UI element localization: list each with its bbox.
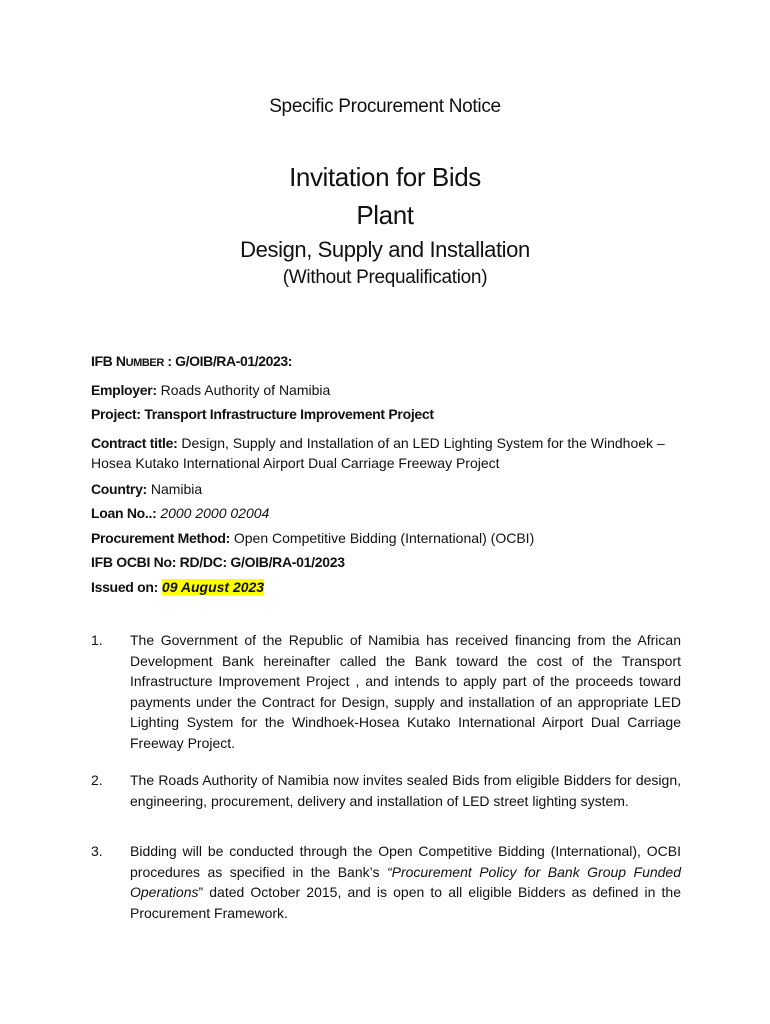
paragraph-number: 2. — [91, 772, 103, 788]
method-label: Procurement Method: — [91, 530, 230, 546]
employer-label: Employer: — [91, 382, 157, 398]
contract-line — [91, 433, 691, 473]
employer-value: Roads Authority of Namibia — [156, 382, 331, 398]
title-plant: Plant — [356, 200, 414, 230]
contract-label: Contract title: — [91, 435, 178, 451]
ocbi-number-line: IFB OCBI No: RD/DC: G/OIB/RA-01/2023 — [91, 554, 345, 570]
ifb-number: IFB NUMBER : G/OIB/RA-01/2023: — [91, 353, 293, 369]
employer-line — [91, 380, 691, 400]
title-invitation: Invitation for Bids — [289, 162, 481, 192]
title-design-supply: Design, Supply and Installation — [240, 237, 530, 262]
country-value: Namibia — [146, 481, 203, 497]
policy-title: “Procurement Policy for Bank Group Funded Operations — [130, 863, 681, 901]
procurement-method-line — [91, 528, 691, 548]
paragraph-text: The Roads Authority of Namibia now invites sealed Bids from eligible Bidders for design, engineering, procurement, delivery and installation of LED street lighting system. — [130, 772, 681, 809]
paragraph-number: 1. — [91, 632, 103, 648]
loan-value: 2000 2000 02004 — [156, 505, 270, 521]
issued-line — [91, 577, 691, 597]
title-prequalification: (Without Prequalification) — [282, 267, 488, 288]
country-line — [91, 479, 691, 499]
issued-date: 09 August 2023 — [161, 579, 265, 595]
contract-value: Design, Supply and Installation of an LED Lighting System for the Windhoek – Hosea Kutako International Airport Dual Carriage Freeway Project — [91, 435, 665, 471]
paragraph-number: 3. — [91, 843, 103, 859]
loan-line — [91, 503, 691, 523]
paragraph-text: Bidding will be conducted through the Open Competitive Bidding (International), OCBI procedures as specified in the Bank’s “Procurement Policy for Bank Group Funded Operations” dated October 2015, and is open to all eligible Bidders as defined in the Procurement Framework. — [130, 843, 681, 921]
project-line: Project: Transport Infrastructure Improvement Project — [91, 406, 434, 422]
loan-label: Loan No..: — [91, 505, 157, 521]
method-value: Open Competitive Bidding (International) (OCBI) — [229, 530, 535, 546]
country-label: Country: — [91, 481, 147, 497]
notice-heading: Specific Procurement Notice — [269, 96, 501, 117]
paragraph-text: The Government of the Republic of Namibia has received financing from the African Development Bank hereinafter called the Bank toward the cost of the Transport Infrastructure Improvement Project , and intends to apply part of the proceeds toward payments under the Contract for Design, supply and installation of an appropriate LED Lighting System for the Windhoek-Hosea Kutako International Airport Dual Carriage Freeway Project. — [130, 632, 681, 751]
issued-label: Issued on: — [91, 579, 159, 595]
